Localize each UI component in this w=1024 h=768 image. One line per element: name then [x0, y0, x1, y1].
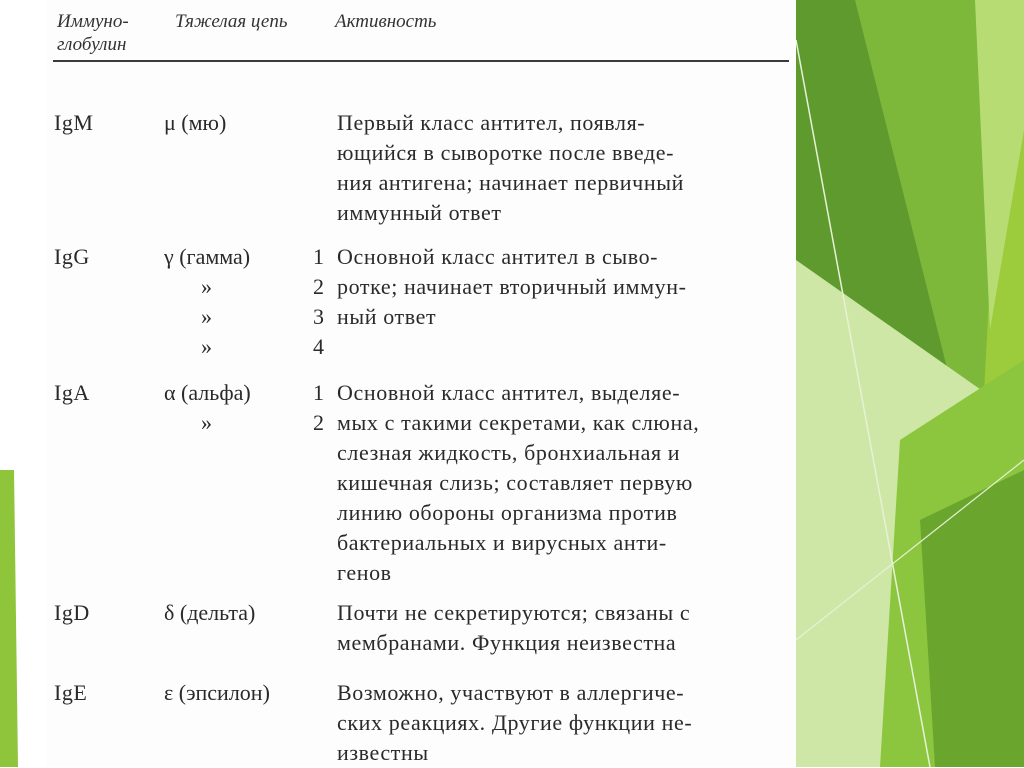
heavy-chain-symbol: μ (мю) [164, 110, 227, 135]
heavy-chain-symbol: » [201, 274, 212, 299]
activity-line: мых с такими секретами, как слюна, [337, 410, 700, 435]
subclass-number: 1 [313, 244, 324, 269]
activity-cell [337, 678, 792, 768]
immunoglobulin-name: IgE [54, 680, 88, 705]
activity-line: мембранами. Функция неизвестна [337, 630, 677, 655]
subclass-number: 1 [313, 380, 324, 405]
heavy-chain-symbol: δ (дельта) [164, 600, 256, 625]
activity-line: ный ответ [337, 304, 437, 329]
heavy-chain-line [164, 678, 324, 708]
header-immunoglobulin: Иммуно- глобулин [57, 11, 129, 55]
activity-cell [337, 378, 792, 588]
activity-line: Первый класс антител, появля- [337, 110, 646, 135]
activity-line: известны [337, 740, 429, 765]
activity-line: бактериальных и вирусных анти- [337, 530, 667, 555]
activity-cell [337, 108, 792, 228]
activity-cell [337, 242, 792, 332]
heavy-chain-line [164, 598, 324, 628]
activity-line: слезная жидкость, бронхиальная и [337, 440, 681, 465]
heavy-chain-line [164, 108, 324, 138]
immunoglobulin-name: IgG [54, 244, 90, 269]
activity-line: Основной класс антител в сыво- [337, 244, 659, 269]
subclass-number: 4 [313, 334, 324, 359]
immunoglobulin-name: IgM [54, 110, 94, 135]
activity-line: иммунный ответ [337, 200, 502, 225]
heavy-chain-line [164, 242, 324, 272]
heavy-chain-line [164, 408, 324, 438]
heavy-chain-cell [164, 598, 324, 628]
activity-line: ротке; начинает вторичный иммун- [337, 274, 687, 299]
heavy-chain-line [164, 378, 324, 408]
activity-line: линию обороны организма против [337, 500, 678, 525]
heavy-chain-symbol: » [201, 410, 212, 435]
activity-line: ющийся в сыворотке после введе- [337, 140, 675, 165]
green-band-left-strip [0, 470, 18, 767]
header-heavy-chain: Тяжелая цепь [175, 11, 288, 32]
heavy-chain-line [164, 302, 324, 332]
subclass-number: 3 [313, 304, 324, 329]
activity-line: Основной класс антител, выделяе- [337, 380, 681, 405]
activity-line: кишечная слизь; составляет первую [337, 470, 693, 495]
heavy-chain-symbol: γ (гамма) [164, 244, 251, 269]
activity-cell [337, 598, 792, 658]
heavy-chain-symbol: » [201, 334, 212, 359]
activity-line: генов [337, 560, 392, 585]
header-activity: Активность [335, 11, 437, 32]
heavy-chain-cell [164, 108, 324, 138]
header-divider [53, 60, 789, 62]
immunoglobulin-name: IgA [54, 380, 90, 405]
activity-line: ния антигена; начинает первичный [337, 170, 684, 195]
activity-line: Возможно, участвуют в аллергиче- [337, 680, 685, 705]
immunoglobulin-name: IgD [54, 600, 90, 625]
heavy-chain-line [164, 272, 324, 302]
activity-line: Почти не секретируются; связаны с [337, 600, 691, 625]
subclass-number: 2 [313, 274, 324, 299]
heavy-chain-symbol: » [201, 304, 212, 329]
heavy-chain-symbol: ε (эпсилон) [164, 680, 270, 705]
heavy-chain-cell [164, 242, 324, 362]
heavy-chain-cell [164, 378, 324, 438]
heavy-chain-cell [164, 678, 324, 708]
activity-line: ских реакциях. Другие функции не- [337, 710, 693, 735]
subclass-number: 2 [313, 410, 324, 435]
heavy-chain-symbol: α (альфа) [164, 380, 251, 405]
green-band-deep [920, 470, 1024, 767]
heavy-chain-line [164, 332, 324, 362]
immunoglobulin-table [47, 0, 796, 767]
